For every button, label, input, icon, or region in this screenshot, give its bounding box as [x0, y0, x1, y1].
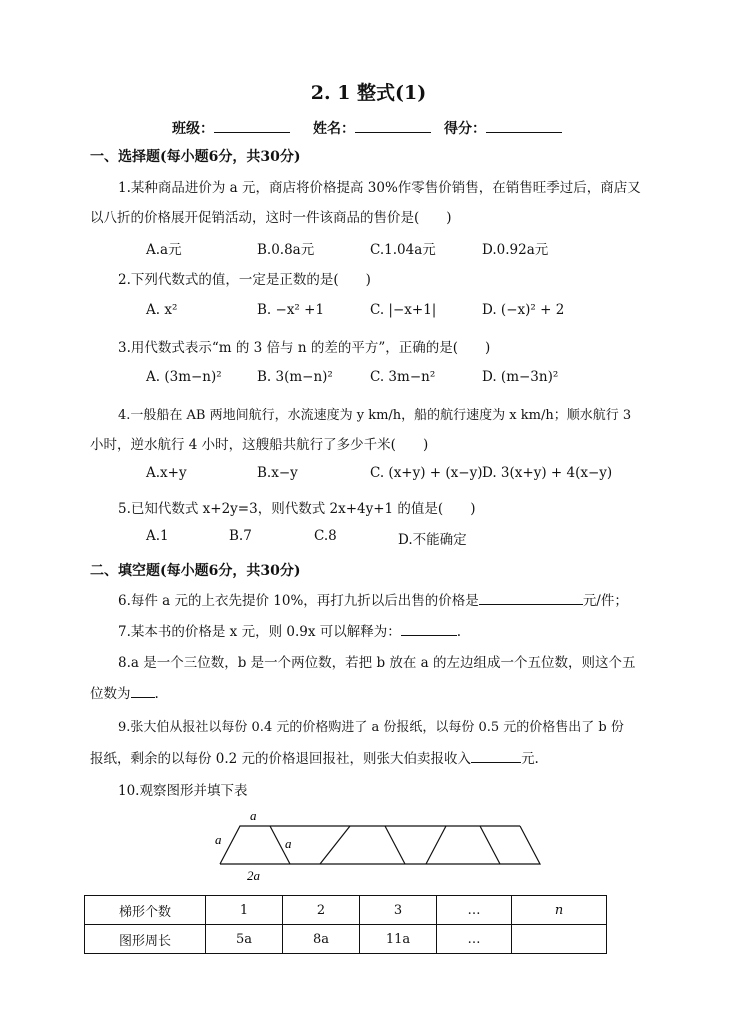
question-text: 9.张大伯从报社以每份 0.4 元的价格购进了 a 份报纸，以每份 0.5 元的价格售出了 b 份: [118, 720, 624, 735]
option[interactable]: D. (m−3n)²: [482, 369, 559, 385]
question-text: 8.a 是一个三位数，b 是一个两位数，若把 b 放在 a 的左边组成一个五位数，则这个五: [118, 655, 636, 671]
table-cell: …: [437, 925, 512, 954]
page-title: 2. 1 整式(1): [310, 82, 427, 104]
q9-post: 元.: [521, 751, 539, 767]
option[interactable]: B. 3(m−n)²: [257, 369, 333, 385]
figure-bottom-edge: [220, 826, 540, 864]
option[interactable]: D.0.92a元: [482, 242, 549, 258]
section-heading: 一、选择题(每小题6分，共30分): [90, 149, 301, 165]
name-label: 姓名：: [313, 121, 355, 137]
table-cell: 2: [283, 896, 360, 925]
option[interactable]: A.x+y: [146, 465, 187, 481]
table-row: [85, 925, 607, 954]
question-text: [118, 589, 628, 609]
option[interactable]: C. 3m−n²: [370, 369, 436, 385]
option[interactable]: B.x−y: [257, 465, 298, 481]
q8-blank[interactable]: [131, 684, 155, 698]
option[interactable]: D. 3(x+y) + 4(x−y): [482, 465, 613, 481]
figure-label-bottom: 2a: [247, 868, 260, 883]
option[interactable]: D.不能确定: [398, 532, 467, 548]
question-text: [118, 620, 461, 640]
option[interactable]: C.1.04a元: [370, 242, 436, 258]
question-text: 小时，逆水航行 4 小时，这艘船共航行了多少千米( ): [90, 437, 429, 453]
q6-pre: 6.每件 a 元的上衣先提价 10%，再打九折以后出售的价格是: [118, 593, 479, 609]
table-cell: 5a: [206, 925, 283, 954]
question-text: 4.一般船在 AB 两地间航行，水流速度为 y km/h，船的航行速度为 x km/h；顺水航行 3: [118, 408, 632, 423]
question-text: 以八折的价格展开促销活动，这时一件该商品的售价是( ): [90, 210, 452, 226]
table-answer-cell[interactable]: [512, 925, 607, 954]
option[interactable]: C.8: [314, 528, 337, 544]
option[interactable]: A.1: [146, 528, 169, 544]
q7-post: .: [456, 624, 462, 640]
table-cell: 梯形个数: [85, 896, 206, 925]
figure-top-edge: [220, 826, 520, 864]
option[interactable]: B.7: [229, 528, 252, 544]
q7-blank[interactable]: [401, 622, 457, 636]
question-text: 2.下列代数式的值，一定是正数的是( ): [118, 272, 371, 288]
option[interactable]: A.a元: [146, 242, 182, 258]
table-cell: 3: [360, 896, 437, 925]
trapezoid-figure: [210, 806, 555, 886]
q8-post: .: [154, 686, 159, 702]
class-field: [172, 118, 290, 138]
figure-divider: [480, 826, 500, 864]
table-cell: 8a: [283, 925, 360, 954]
figure-divider: [320, 826, 350, 864]
figure-divider: [426, 826, 446, 864]
answer-table: [84, 895, 607, 954]
table-cell: n: [512, 896, 607, 925]
option[interactable]: A. (3m−n)²: [146, 369, 222, 385]
q9-pre: 报纸，剩余的以每份 0.2 元的价格退回报社，则张大伯卖报收入: [90, 751, 472, 767]
q6-blank[interactable]: [479, 591, 583, 605]
question-text: [90, 747, 539, 767]
question-text: [90, 682, 159, 702]
question-text: 3.用代数式表示“m 的 3 倍与 n 的差的平方”，正确的是( ): [118, 340, 491, 356]
section-heading: 二、填空题(每小题6分，共30分): [90, 563, 301, 579]
question-text: 10.观察图形并填下表: [118, 783, 248, 799]
figure-label-left: a: [215, 832, 222, 847]
q9-blank[interactable]: [471, 749, 521, 763]
option[interactable]: B. −x² +1: [257, 302, 325, 318]
figure-label-top: a: [250, 808, 257, 823]
table-cell: 11a: [360, 925, 437, 954]
class-label: 班级：: [172, 121, 214, 137]
table-cell: 图形周长: [85, 925, 206, 954]
option[interactable]: D. (−x)² + 2: [482, 302, 565, 318]
score-field: [444, 118, 562, 138]
q8-pre: 位数为: [90, 686, 131, 702]
name-blank[interactable]: [355, 118, 431, 133]
q6-post: 元/件；: [582, 593, 628, 609]
score-label: 得分：: [444, 121, 486, 137]
question-text: 1.某种商品进价为 a 元，商店将价格提高 30%作零售价销售，在销售旺季过后，商店又: [118, 180, 641, 196]
q7-pre: 7.某本书的价格是 x 元，则 0.9x 可以解释为：: [118, 624, 401, 640]
question-text: 5.已知代数式 x+2y=3，则代数式 2x+4y+1 的值是( ): [118, 501, 476, 517]
option[interactable]: C. |−x+1|: [370, 302, 437, 318]
score-blank[interactable]: [486, 118, 562, 133]
name-field: [313, 118, 431, 138]
option[interactable]: B.0.8a元: [257, 242, 315, 258]
figure-label-inner: a: [285, 836, 292, 851]
class-blank[interactable]: [214, 118, 290, 133]
table-row: [85, 896, 607, 925]
option[interactable]: A. x²: [146, 302, 178, 318]
table-cell: 1: [206, 896, 283, 925]
option[interactable]: C. (x+y) + (x−y): [370, 465, 483, 481]
table-cell: …: [437, 896, 512, 925]
figure-divider: [385, 826, 405, 864]
